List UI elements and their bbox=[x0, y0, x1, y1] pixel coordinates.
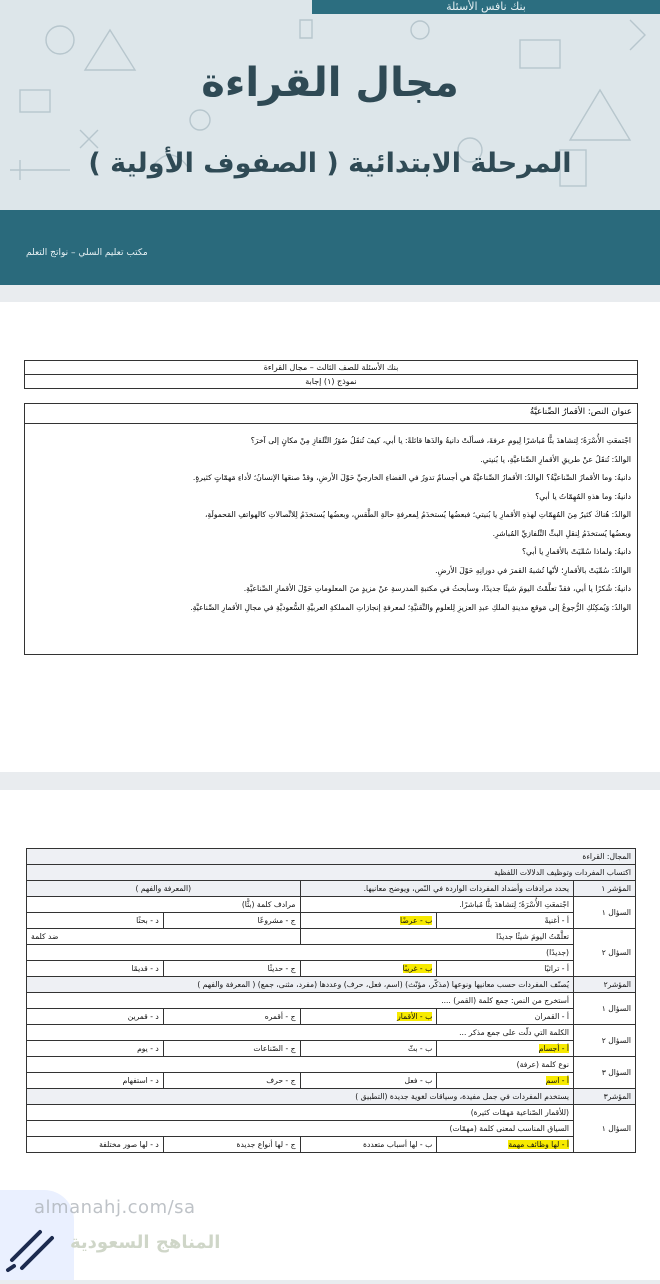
option-c: ج - حديثًا bbox=[163, 961, 300, 977]
question-label: السؤال ٣ bbox=[574, 1057, 636, 1089]
option-d: د - استفهام bbox=[27, 1073, 164, 1089]
banner-tab: بنك نافس الأسئلة bbox=[312, 0, 660, 14]
question-text: الكلمة التي دلّت على جمع مذكر ... bbox=[27, 1025, 574, 1041]
passage-line: دانيةُ: وما هذهِ المُهِمّاتُ يا أبي؟ bbox=[535, 491, 631, 501]
passage-line: الوالدُ: سُمِّيَتْ بالأقمارِ؛ لأنّها تُشبهُ القمرَ في دورانِهِ حَوْلَ الأرضِ. bbox=[435, 565, 631, 575]
question-label: السؤال ١ bbox=[574, 1105, 636, 1153]
watermark-site: almanahj.com/sa bbox=[34, 1197, 196, 1218]
question-text: السياق المناسب لمعنى كلمة (مهمّات) bbox=[27, 1121, 574, 1137]
question-label: السؤال ١ bbox=[574, 993, 636, 1025]
option-c: ج - مشروعًا bbox=[163, 913, 300, 929]
passage-title: عنوان النص: الأقمارُ الصِّناعيَّةُ bbox=[25, 404, 637, 424]
question-label: السؤال ١ bbox=[574, 897, 636, 929]
question-text: اجْتمعَتِ الأُسْرَةُ؛ لِتشاهدَ بثًّا مُباشرًا. bbox=[300, 897, 574, 913]
question-word: (جديدًا) bbox=[27, 945, 574, 961]
option-a-correct: أ - لها وظائف مهمة bbox=[508, 1140, 569, 1149]
option-b-correct: ب - الأقمار bbox=[397, 1012, 433, 1021]
passage-line: دانيةُ: ولماذا سُمِّيَتْ بالأقمارِ يا أبي؟ bbox=[521, 547, 631, 556]
option-b-correct: ب - عرضًا bbox=[400, 916, 433, 925]
indicator-text: يحدد مرادفات وأضداد المفردات الواردة في النّص، ويوضح معانيها. bbox=[300, 881, 574, 897]
question-label: السؤال ٢ bbox=[574, 1025, 636, 1057]
option-d: د - قديمًا bbox=[27, 961, 164, 977]
option-a: أ - أغنيةً bbox=[437, 913, 574, 929]
option-a-correct: أ - اسم bbox=[545, 1076, 569, 1085]
indicator-label: المؤشر٣ bbox=[574, 1089, 636, 1105]
option-c: ج - الصّناعات bbox=[163, 1041, 300, 1057]
passage-line: الوالدُ: تُنقَلُ عنْ طريقِ الأقمارِ الصِّناعيَّةِ، يا بُنيتي. bbox=[480, 454, 631, 464]
question-note: ضد كلمة bbox=[27, 929, 301, 945]
option-b: ب - فعل bbox=[300, 1073, 437, 1089]
indicator-label: المؤشر٢ bbox=[574, 977, 636, 993]
option-d: د - قمرين bbox=[27, 1009, 164, 1025]
question-text: نوع كلمة (عرفة) bbox=[27, 1057, 574, 1073]
indicator-text: يستخدم المفردات في جمل مفيدة، وسياقات لغوية جديدة (التطبيق ) bbox=[27, 1089, 574, 1105]
passage-box bbox=[24, 403, 638, 655]
page-reading-passage bbox=[0, 302, 660, 772]
passage-line: دانيةُ: وما الأقمارُ الصِّناعيَّةُ؟ الوالدُ: الأقمارُ الصِّناعيَّةُ هي أجسامٌ تدورُ في الفضاءِ الخارجيِّ حَوْلَ الأرضِ، وقدْ صنعَها الإنسانُ؛ لأداءِ مَهمّاتٍ كثيرةٍ. bbox=[192, 473, 631, 482]
passage-header-table bbox=[24, 360, 638, 389]
header-model-label: نموذج (١) إجابة bbox=[25, 375, 638, 389]
question-text: (للأقمار الصّناعية مَهمّات كثيرة) bbox=[27, 1105, 574, 1121]
passage-line: وبعضُها يُستخدَمُ لِنقلِ البثِّ التِّلفازيِّ المُباشرِ. bbox=[492, 528, 631, 538]
indicator-label: المؤشر ١ bbox=[574, 881, 636, 897]
passage-line: دانيةُ: شُكرًا يا أبي، فقدْ تعلَّمْتُ اليومَ شيئًا جديدًا، وسأبحثُ في مكتبةِ المدرسةِ عنْ مزيدٍ منَ المعلوماتِ حَوْلَ الأقمارِ الصِّناعيَّةِ. bbox=[243, 584, 631, 593]
option-d: د - يوم bbox=[27, 1041, 164, 1057]
option-b: ب - لها أسباب متعددة bbox=[300, 1137, 437, 1153]
passage-line: اجْتمعَتِ الأُسْرَةُ؛ لِتشاهدَ بثًّا مُباشرًا لِيومِ عرفةَ، فسألَتْ دانيةُ والدَها قائلةً: يا أبي، كيفَ تُنقَلُ صُوَرُ التِّلفازِ مِنْ مكانٍ إلى آخرَ؟ bbox=[250, 436, 631, 445]
indicator-level: (المعرفة والفهم ) bbox=[27, 881, 301, 897]
watermark-name: المناهج السعودية bbox=[70, 1232, 221, 1253]
header-bank-title: بنك الأسئلة للصف الثالث – مجال القراءة bbox=[25, 361, 638, 375]
banner-subtitle: المرحلة الابتدائية ( الصفوف الأولية ) bbox=[88, 148, 572, 179]
question-label: السؤال ٢ bbox=[574, 929, 636, 977]
domain-row: المجال: القراءة bbox=[27, 849, 636, 865]
option-c: ج - أقمره bbox=[163, 1009, 300, 1025]
cover-banner bbox=[0, 0, 660, 285]
banner-footer-text: مكتب تعليم السلي – نواتج التعلم bbox=[26, 248, 148, 258]
option-a-correct: أ - أجسام bbox=[538, 1044, 569, 1053]
option-d: د - بحثًا bbox=[27, 913, 164, 929]
indicator-text: يُصنّف المفردات حسب معانيها ونوعها (مذكّر، مؤنّث) (اسم، فعل، حرف) وعددها (مفرد، مثنى، جمع) ( المعرفة والفهم ) bbox=[27, 977, 574, 993]
question-text: أستخرج من النص: جمع كلمة (القمر) .... bbox=[27, 993, 574, 1009]
option-a: أ - تراثيًا bbox=[437, 961, 574, 977]
banner-title: مجال القراءة bbox=[201, 60, 459, 106]
option-c: ج - لها أنواع جديدة bbox=[163, 1137, 300, 1153]
question-text: تعلَّمْتُ اليومَ شيئًا جديدًا bbox=[300, 929, 574, 945]
option-b: ب - بثّ bbox=[300, 1041, 437, 1057]
question-note: مرادف كلمة (بثًّا) bbox=[27, 897, 301, 913]
question-table bbox=[26, 848, 636, 1153]
passage-line: الوالدُ: وَيُمكِنُكِ الرُّجوعُ إلى مَوقعِ مدينةِ الملكِ عبدِ العزيزِ لِلعلومِ والتِّقنيَّةِ؛ لمعرفةِ إنجازاتِ المملكةِ العربيَّةِ السُّعوديَّةِ في مجالِ الأقمارِ الصِّناعيَّةِ. bbox=[190, 602, 631, 612]
option-a: أ - القمران bbox=[437, 1009, 574, 1025]
option-b-correct: ب - غريبًا bbox=[402, 964, 433, 973]
passage-text bbox=[25, 424, 637, 617]
passage-line: الوالدُ: هُناكَ كثيرٌ مِنَ المُهِمّاتِ لهذهِ الأقمارِ يا بُنيتي؛ فبعضُها يُستخدَمُ لِمعرفةِ حالةِ الطَّقسِ، وبعضُها يُستخدَمُ لِلاتِّصالاتِ كالهواتفِ المَحمولَةِ، bbox=[204, 510, 631, 519]
option-c: ج - حرف bbox=[163, 1073, 300, 1089]
option-d: د - لها صور مختلفة bbox=[27, 1137, 164, 1153]
skill-row: اكتساب المفردات وتوظيف الدلالات اللفظية bbox=[27, 865, 636, 881]
